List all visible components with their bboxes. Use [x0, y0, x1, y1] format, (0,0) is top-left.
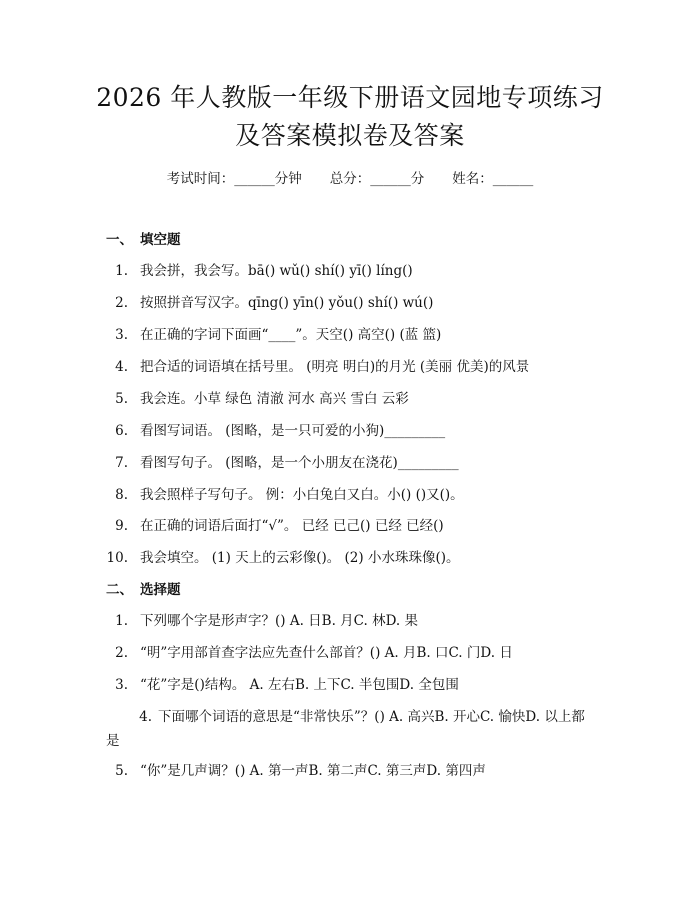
question-text: 在正确的词语后面打“√”。 已经 已己() 已经 已经() [140, 518, 444, 534]
exam-info [0, 169, 700, 189]
question-number: 1. [115, 613, 128, 629]
question-text: 在正确的字词下面画“____”。天空() 高空() (蓝 篮) [140, 327, 442, 343]
question-number: 1. [115, 263, 128, 279]
question-text: 看图写词语。 (图略，是一只可爱的小狗)_________ [140, 423, 446, 439]
question-text: “你”是几声调？() A. 第一声B. 第二声C. 第三声D. 第四声 [140, 763, 486, 779]
question-number: 4. [115, 359, 128, 375]
question-number: 5. [115, 763, 128, 779]
question-text: 我会填空。 (1) 天上的云彩像()。 (2) 小水珠珠像()。 [140, 550, 460, 566]
question-number: 2. [115, 295, 128, 311]
name-label: 姓名：______ [452, 171, 534, 187]
question-number: 2. [115, 645, 128, 661]
question-text: 看图写句子。 (图略，是一个小朋友在浇花)_________ [140, 455, 459, 471]
question-number: 3. [115, 327, 128, 343]
question-number: 4. [139, 709, 152, 725]
section-heading-fill-in [106, 230, 181, 250]
question-number: 5. [115, 391, 128, 407]
question-text: “花”字是()结构。 A. 左右B. 上下C. 半包围D. 全包围 [140, 677, 459, 693]
total-score-label: 总分：______分 [329, 171, 425, 187]
question-text: 下面哪个词语的意思是“非常快乐”？() A. 高兴B. 开心C. 愉快D. 以上都是 [106, 709, 585, 749]
question-text: 按照拼音写汉字。qīng() yīn() yǒu() shí() wú() [140, 295, 434, 311]
question-number: 7. [115, 455, 128, 471]
question-number: 6. [115, 423, 128, 439]
question-number: 10. [106, 550, 128, 566]
question-text: “明”字用部首查字法应先查什么部首？() A. 月B. 口C. 门D. 日 [140, 645, 513, 661]
section-title: 选择题 [140, 582, 181, 598]
document-title-line-1: 2026 年人教版一年级下册语文园地专项练习 [96, 83, 604, 112]
question-number: 9. [115, 518, 128, 534]
question-number: 8. [115, 487, 128, 503]
section-heading-multiple-choice [106, 580, 181, 600]
question-text: 下列哪个字是形声字？() A. 日B. 月C. 林D. 果 [140, 613, 419, 629]
section-number: 一、 [106, 232, 133, 248]
question-text: 我会照样子写句子。 例：小白兔白又白。小() ()又()。 [140, 487, 464, 503]
section-title: 填空题 [140, 232, 181, 248]
section-number: 二、 [106, 582, 133, 598]
question-text: 我会连。小草 绿色 清澈 河水 高兴 雪白 云彩 [140, 391, 409, 407]
exam-time-label: 考试时间：______分钟 [166, 171, 302, 187]
question-text: 我会拼，我会写。bā() wǔ() shí() yī() líng() [140, 263, 413, 279]
document-title-line-2: 及答案模拟卷及答案 [235, 121, 465, 150]
question-text: 把合适的词语填在括号里。 (明亮 明白)的月光 (美丽 优美)的风景 [140, 359, 530, 375]
question-item-wrapped [106, 705, 596, 753]
question-number: 3. [115, 677, 128, 693]
